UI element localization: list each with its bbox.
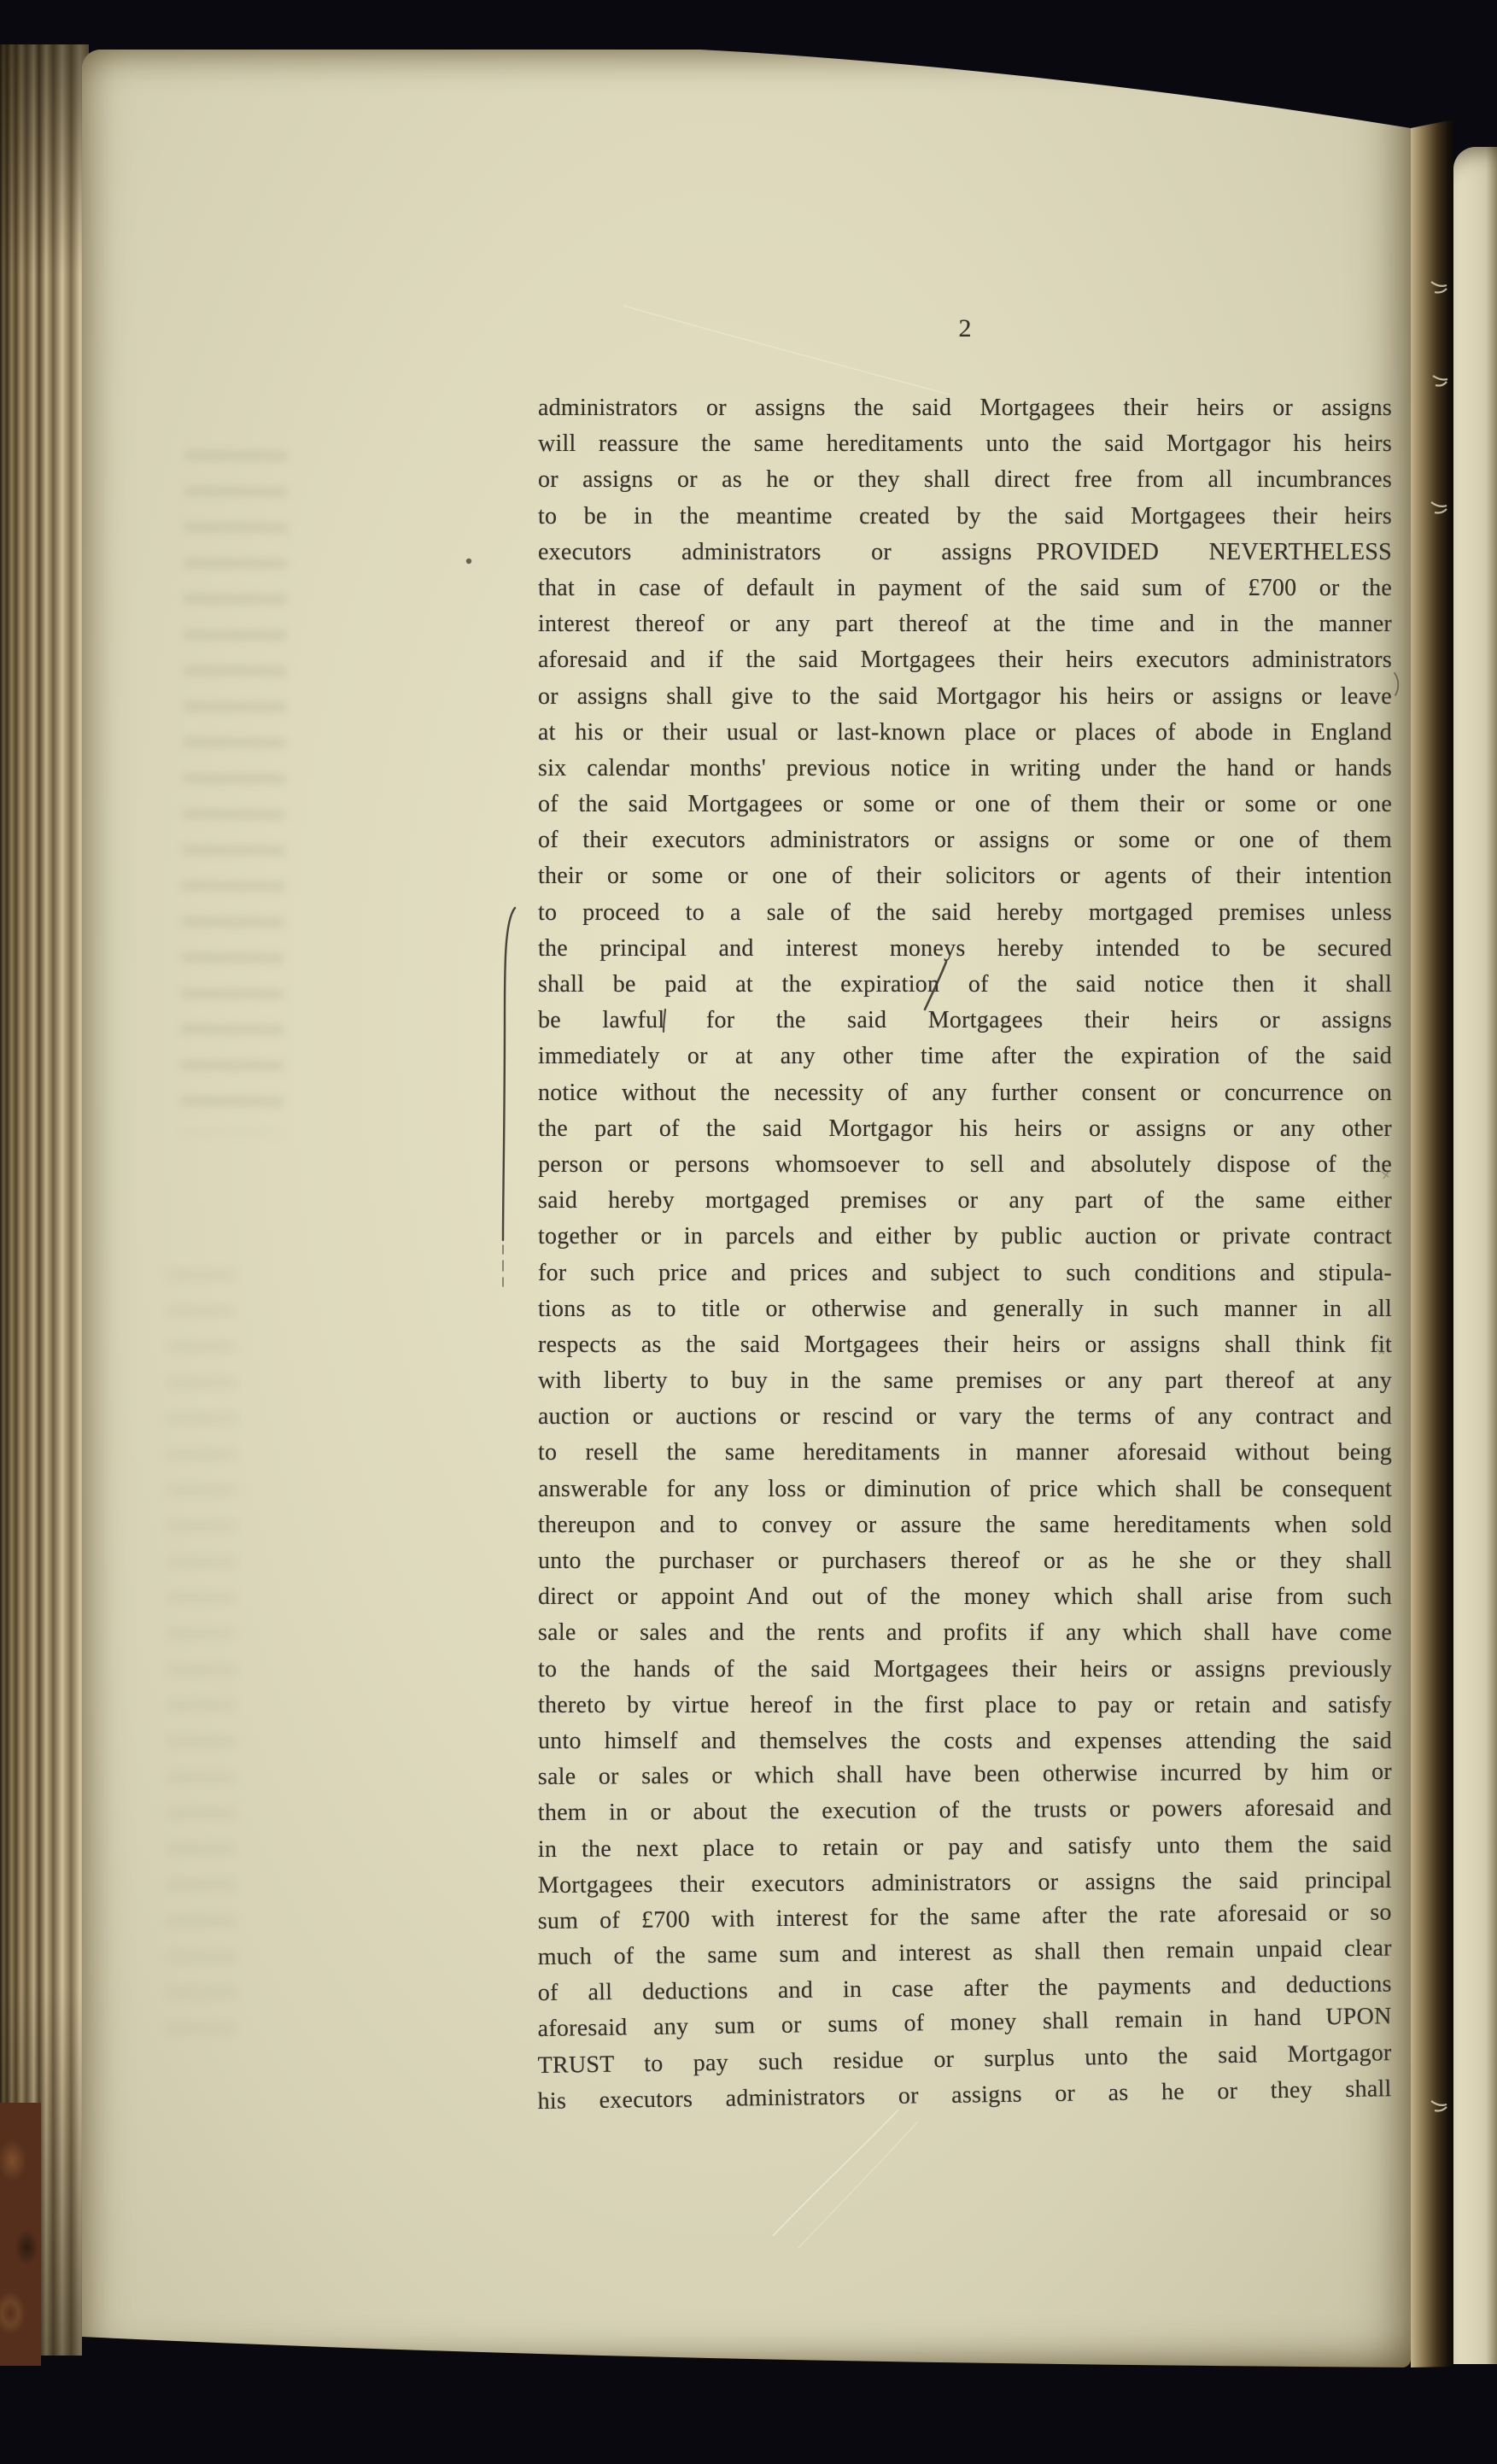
text-line: respects as the said Mortgagees their heirs or assigns shall think fit (538, 1331, 1392, 1358)
text-line: notice without the necessity of any further consent or concurrence on (538, 1079, 1392, 1106)
text-line: together or in parcels and either by public auction or private contract (538, 1223, 1392, 1250)
text-line: Mortgagees their executors administrators or assigns the said principal (537, 1866, 1392, 1899)
text-line: with liberty to buy in the same premises or any part thereof at any (538, 1367, 1392, 1395)
text-line: TRUST to pay such residue or surplus unto the said Mortgagor (537, 2039, 1392, 2079)
text-line: of all deductions and in case after the payments and deductions (537, 1970, 1392, 2007)
text-line: of the said Mortgagees or some or one of them their or some or one (538, 791, 1392, 818)
text-line: unto the purchaser or purchasers thereof or as he she or they shall (538, 1548, 1392, 1574)
text-line: immediately or at any other time after the expiration of the said (538, 1043, 1392, 1070)
text-line: the part of the said Mortgagor his heirs or assigns or any other (538, 1115, 1392, 1142)
text-line: the principal and interest moneys hereby intended to be secured (538, 934, 1392, 962)
text-line: person or persons whomsoever to sell and absolutely dispose of the (538, 1150, 1392, 1178)
text-line: shall be paid at the expiration of the said notice then it shall (538, 971, 1392, 998)
text-line: said hereby mortgaged premises or any part of the same either (538, 1187, 1392, 1214)
text-line: to the hands of the said Mortgagees their heirs or assigns previously (538, 1655, 1392, 1683)
text-showthrough (180, 451, 288, 1135)
text-line: sum of £700 with interest for the same after the rate aforesaid or so (537, 1899, 1392, 1934)
text-line: his executors administrators or assigns or as he or they shall (537, 2075, 1392, 2115)
text-line: tions as to title or otherwise and generally in such manner in all (538, 1295, 1392, 1322)
text-line: at his or their usual or last-known place or places of abode in England (538, 718, 1392, 746)
text-line: or assigns shall give to the said Mortgagor his heirs or assigns or leave (538, 682, 1392, 710)
text-line: them in or about the execution of the trusts or powers aforesaid and (537, 1794, 1392, 1827)
text-line: sale or sales or which shall have been otherwise incurred by him or (537, 1759, 1392, 1791)
text-line: auction or auctions or rescind or vary the terms of any contract and (538, 1403, 1392, 1431)
document-page (82, 50, 1411, 2367)
text-line: thereupon and to convey or assure the same hereditaments when sold (538, 1511, 1392, 1538)
text-line: that in case of default in payment of the said sum of £700 or the (538, 574, 1392, 601)
text-line: direct or appoint And out of the money which shall arise from such (538, 1583, 1392, 1611)
book-gutter (1411, 118, 1453, 2367)
text-line: executors administrators or assigns PROVIDED NEVERTHELESS (538, 538, 1392, 565)
text-line: sale or sales and the rents and profits if any which shall have come (538, 1619, 1392, 1647)
text-line: for such price and prices and subject to such conditions and stipula- (538, 1259, 1392, 1286)
text-line: or assigns or as he or they shall direct free from all incumbrances (538, 466, 1392, 494)
document-text (538, 390, 1392, 2120)
text-line: answerable for any loss or diminution of price which shall be consequent (538, 1475, 1392, 1502)
page-number: 2 (958, 314, 972, 342)
text-showthrough (167, 1271, 236, 2040)
text-line: of their executors administrators or assigns or some or one of them (538, 827, 1392, 854)
text-line: aforesaid any sum or sums of money shall remain in hand UPON (537, 2003, 1392, 2043)
text-line: to be in the meantime created by the said Mortgagees their heirs (538, 502, 1392, 530)
text-line: to resell the same hereditaments in manner aforesaid without being (538, 1439, 1392, 1466)
text-line: administrators or assigns the said Mortgagees their heirs or assigns (538, 395, 1392, 421)
text-line: interest thereof or any part thereof at the time and in the manner (538, 611, 1392, 638)
leather-binding (0, 2103, 41, 2366)
text-line: will reassure the same hereditaments unto the said Mortgagor his heirs (538, 430, 1392, 458)
text-line: aforesaid and if the said Mortgagees their heirs executors administrators (538, 647, 1392, 674)
text-line: their or some or one of their solicitors or agents of their intention (538, 863, 1392, 890)
text-line: unto himself and themselves the costs and expenses attending the said (538, 1727, 1392, 1754)
text-line: thereto by virtue hereof in the first place to pay or retain and satisfy (538, 1691, 1392, 1718)
text-line: to proceed to a sale of the said hereby mortgaged premises unless (538, 898, 1392, 926)
page-edge-stack (0, 44, 89, 2356)
text-line: much of the same sum and interest as shall then remain unpaid clear (537, 1934, 1392, 1971)
facing-page-edge (1453, 147, 1497, 2364)
text-line: be lawful for the said Mortgagees their heirs or assigns (538, 1007, 1392, 1034)
text-line: in the next place to retain or pay and satisfy unto them the said (537, 1830, 1392, 1863)
text-line: six calendar months' previous notice in writing under the hand or hands (538, 754, 1392, 781)
